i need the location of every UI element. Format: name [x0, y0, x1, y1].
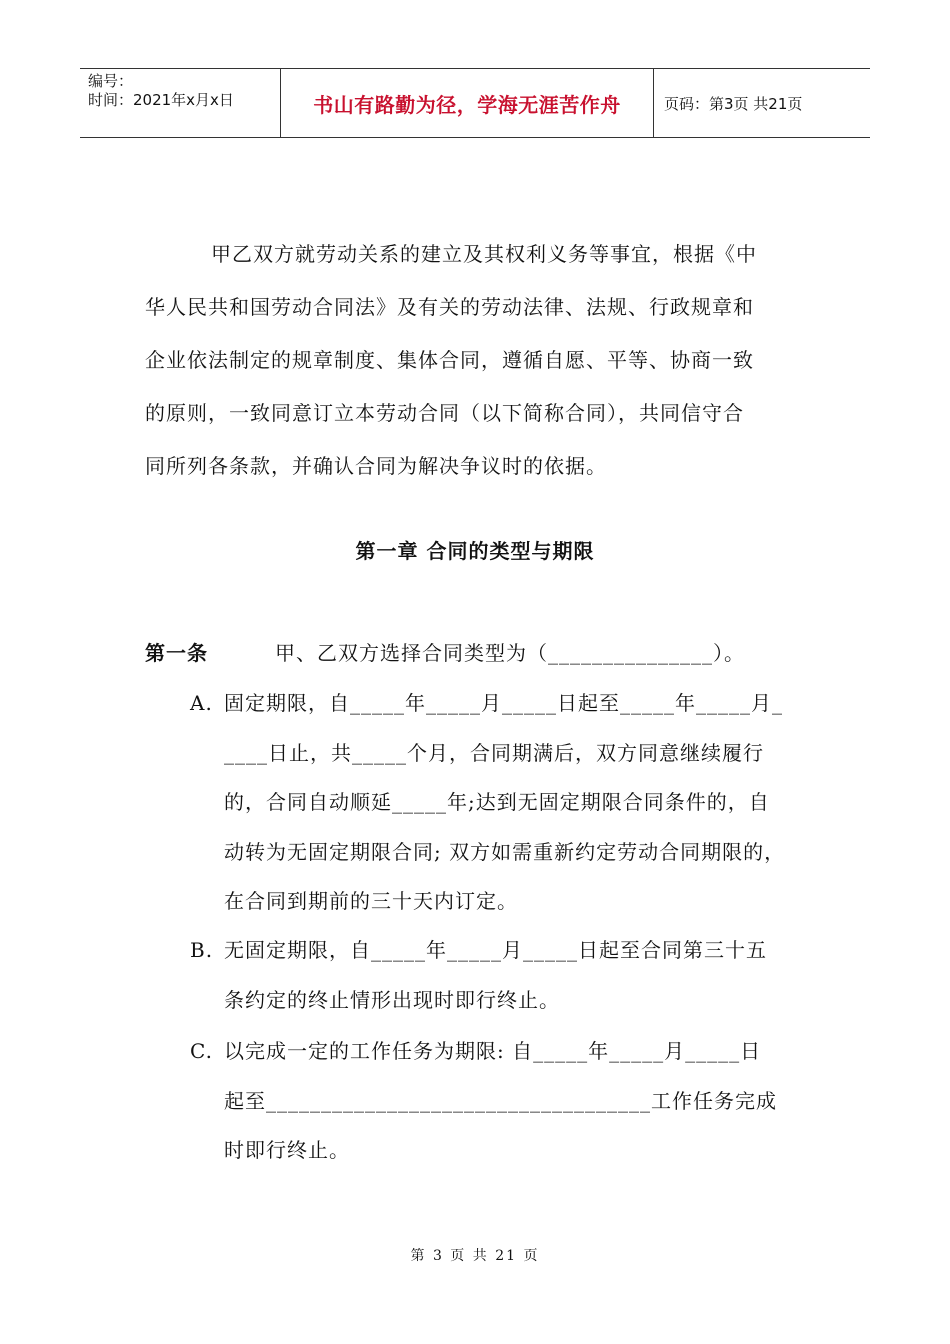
option-line: 以完成一定的工作任务为期限: 自_____年_____月_____日 — [224, 1039, 762, 1063]
option-line: 在合同到期前的三十天内订定。 — [224, 889, 518, 913]
header-page-info: 页码：第3页 共21页 — [664, 94, 803, 113]
header-motto: 书山有路勤为径，学海无涯苦作舟 — [281, 69, 654, 137]
option-line: ____日止，共_____个月，合同期满后，双方同意继续履行 — [224, 740, 764, 765]
option-line: 固定期限，自_____年_____月_____日起至_____年_____月_ — [224, 691, 783, 715]
document-date: 时间：2021年x月x日 — [88, 91, 234, 109]
option-line: 无固定期限，自_____年_____月_____日起至合同第三十五 — [224, 938, 767, 962]
option-item-a — [190, 679, 830, 927]
document-number-label: 编号： — [88, 72, 134, 90]
page-header — [80, 68, 870, 138]
intro-paragraph — [145, 228, 810, 493]
intro-line: 甲乙双方就劳动关系的建立及其权利义务等事宜，根据《中 — [211, 242, 757, 266]
article-label: 第一条 — [145, 641, 208, 665]
chapter-title: 第一章 合同的类型与期限 — [355, 539, 595, 563]
option-marker: B. — [190, 938, 214, 962]
intro-line: 的原则，一致同意订立本劳动合同（以下简称合同），共同信守合 — [145, 401, 744, 425]
intro-line: 同所列各条款，并确认合同为解决争议时的依据。 — [145, 454, 607, 478]
intro-line: 华人民共和国劳动合同法》及有关的劳动法律、法规、行政规章和 — [145, 295, 754, 319]
article-text: 甲、乙双方选择合同类型为（_______________）。 — [275, 641, 745, 665]
intro-line: 企业依法制定的规章制度、集体合同，遵循自愿、平等、协商一致 — [145, 348, 754, 372]
option-line: 动转为无固定期限合同; 双方如需重新约定劳动合同期限的， — [224, 839, 786, 864]
option-marker: A. — [190, 691, 213, 715]
option-marker: C. — [190, 1039, 213, 1063]
option-line: 的，合同自动顺延_____年;达到无固定期限合同条件的，自 — [224, 790, 770, 814]
option-line: 起至___________________________________工作任务完成 — [224, 1088, 777, 1113]
option-item-b — [190, 926, 830, 1025]
header-meta — [80, 69, 281, 137]
option-line: 时即行终止。 — [224, 1138, 350, 1162]
option-line: 条约定的终止情形出现时即行终止。 — [224, 987, 560, 1012]
option-item-c — [190, 1027, 830, 1176]
page-footer: 第 3 页 共 21 页 — [410, 1248, 540, 1264]
article-1 — [145, 630, 825, 676]
